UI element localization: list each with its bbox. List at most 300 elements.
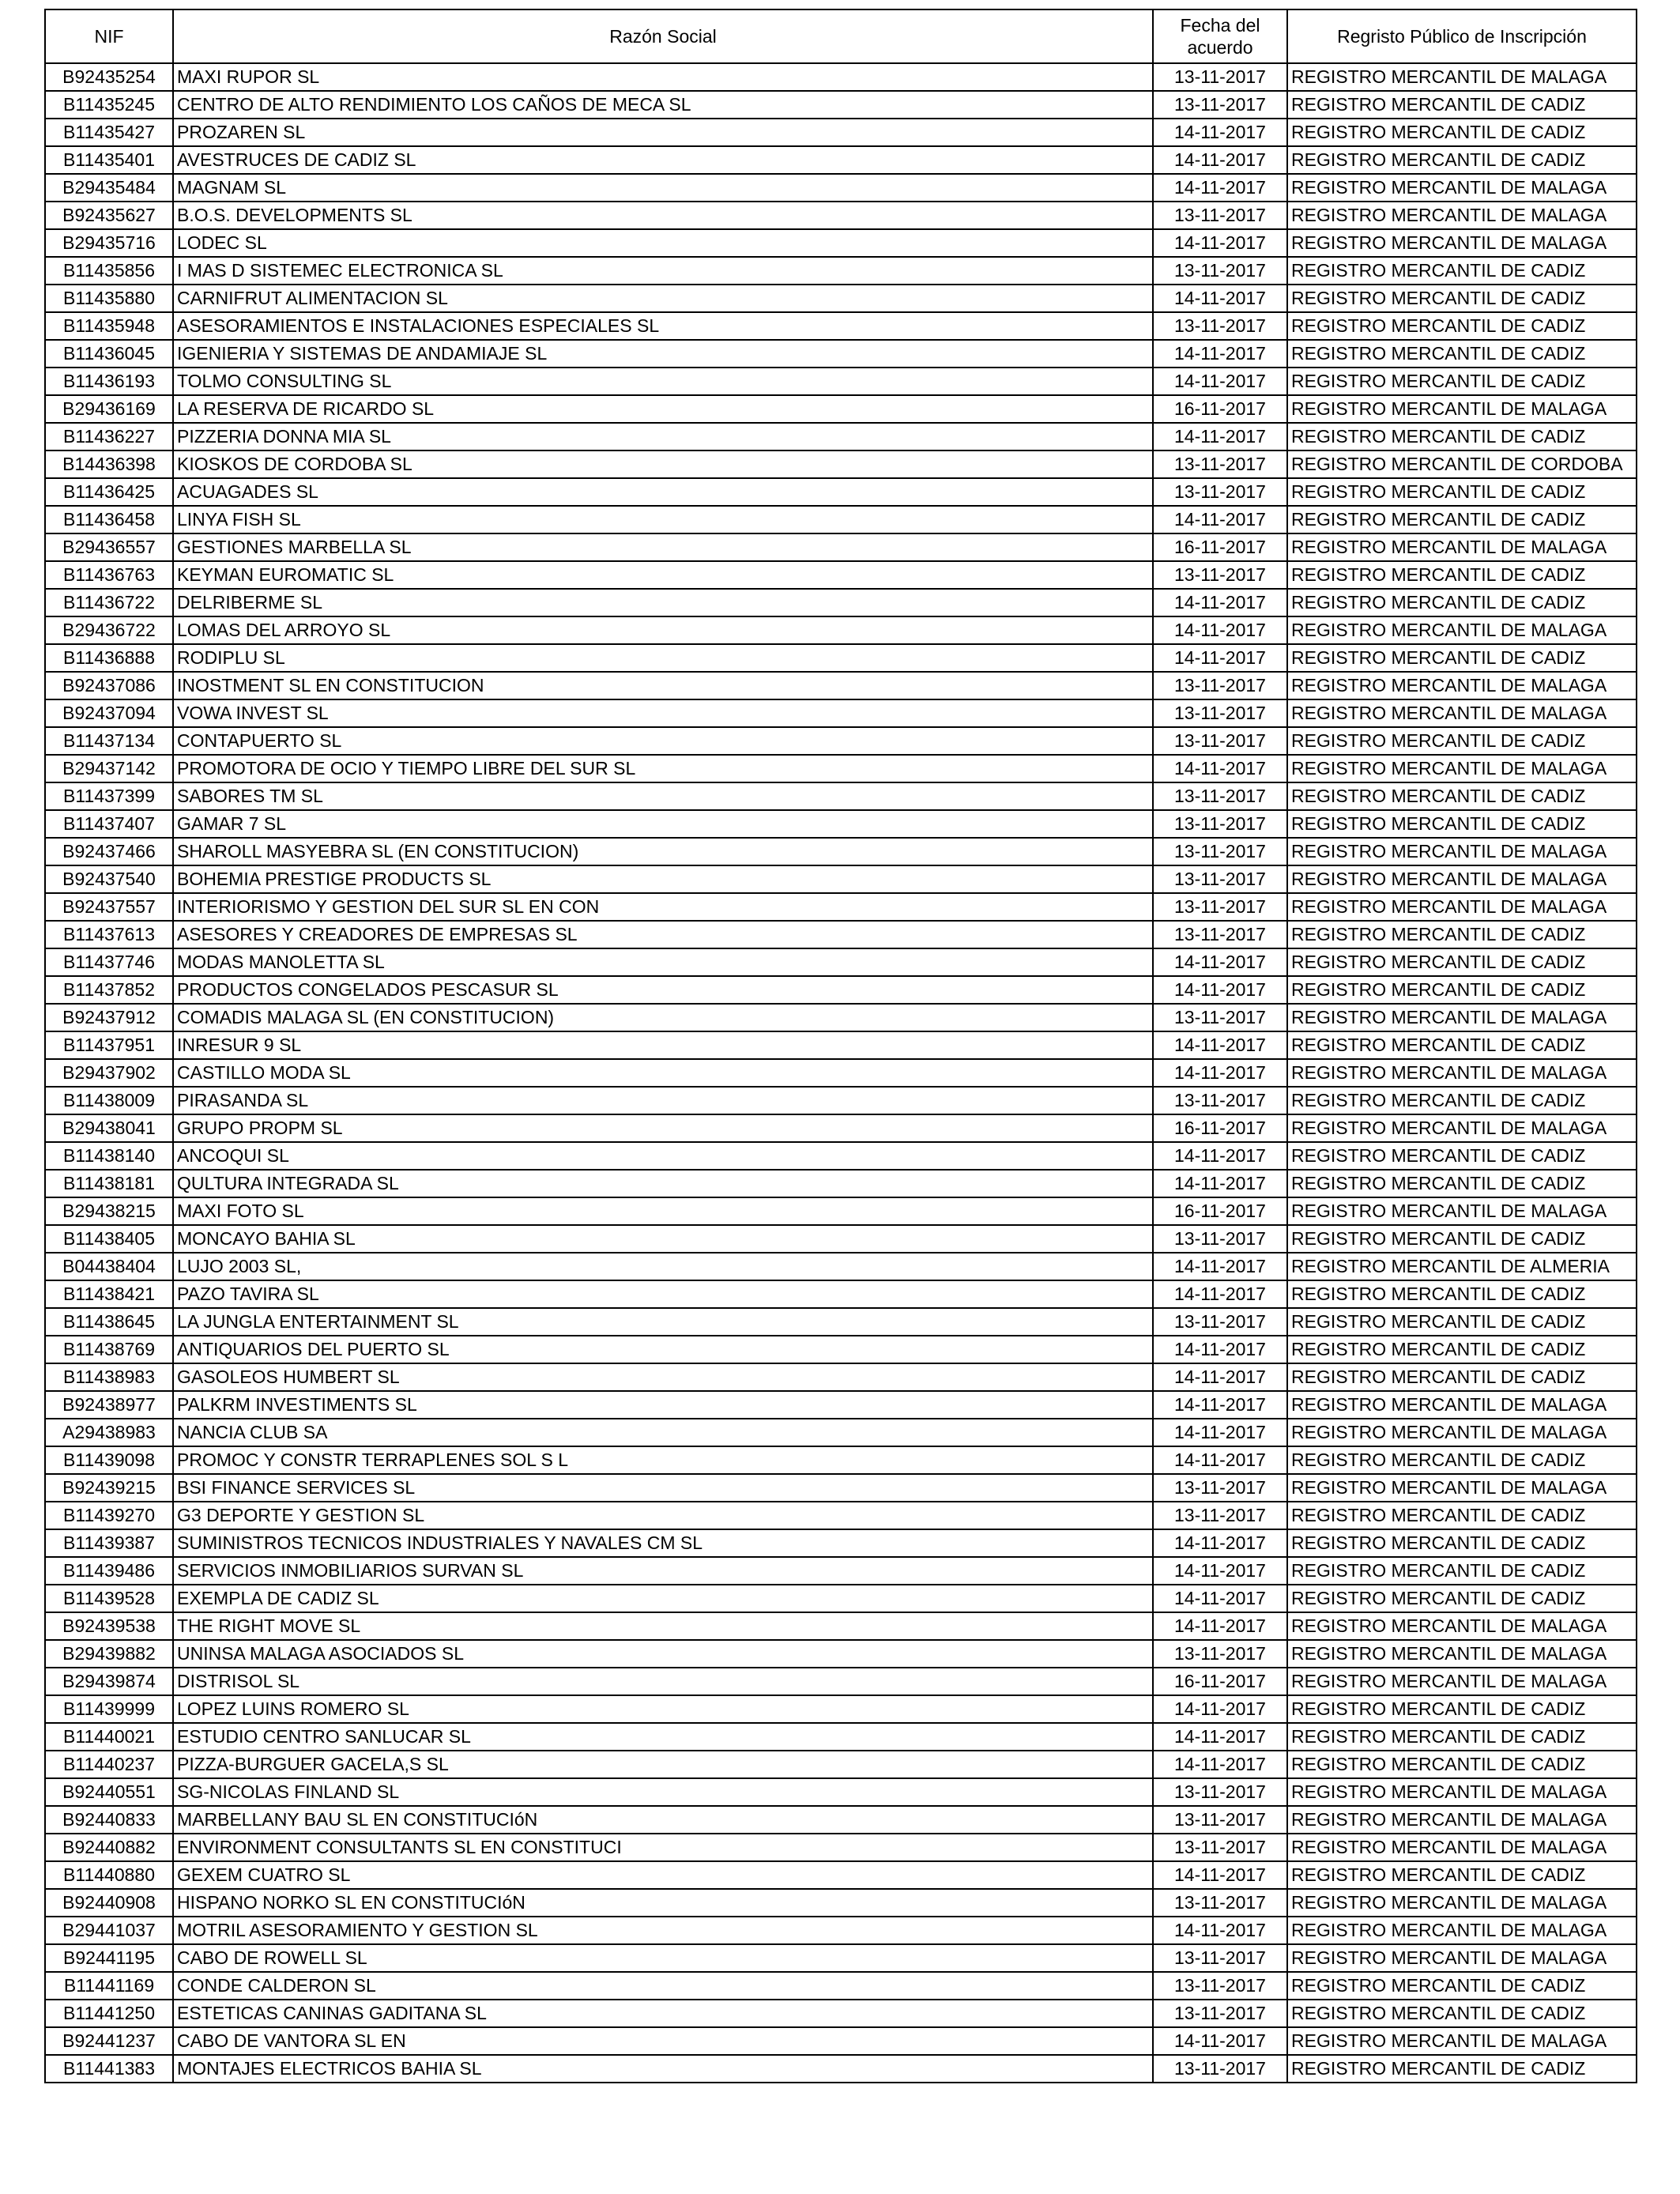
nif-cell: B29436722 xyxy=(45,616,173,644)
registro-cell: REGISTRO MERCANTIL DE CADIZ xyxy=(1287,1695,1637,1723)
razon-social-cell: MONTAJES ELECTRICOS BAHIA SL xyxy=(173,2055,1153,2083)
table-row xyxy=(45,1585,1637,1612)
registro-cell: REGISTRO MERCANTIL DE CADIZ xyxy=(1287,423,1637,450)
table-row xyxy=(45,672,1637,699)
fecha-cell: 13-11-2017 xyxy=(1153,91,1287,119)
registro-cell: REGISTRO MERCANTIL DE CADIZ xyxy=(1287,1308,1637,1336)
table-row xyxy=(45,1778,1637,1806)
nif-cell: B29439882 xyxy=(45,1640,173,1668)
fecha-cell: 14-11-2017 xyxy=(1153,1253,1287,1280)
table-row xyxy=(45,1972,1637,2000)
razon-social-cell: MONCAYO BAHIA SL xyxy=(173,1225,1153,1253)
fecha-cell: 13-11-2017 xyxy=(1153,1308,1287,1336)
table-row xyxy=(45,395,1637,423)
fecha-cell: 13-11-2017 xyxy=(1153,1087,1287,1114)
registro-cell: REGISTRO MERCANTIL DE CADIZ xyxy=(1287,644,1637,672)
registro-cell: REGISTRO MERCANTIL DE MALAGA xyxy=(1287,1059,1637,1087)
fecha-cell: 14-11-2017 xyxy=(1153,1751,1287,1778)
fecha-cell: 14-11-2017 xyxy=(1153,506,1287,533)
fecha-cell: 13-11-2017 xyxy=(1153,1640,1287,1668)
table-row xyxy=(45,1170,1637,1197)
nif-cell: B92437094 xyxy=(45,699,173,727)
header-row xyxy=(45,9,1637,63)
table-row xyxy=(45,644,1637,672)
fecha-cell: 14-11-2017 xyxy=(1153,229,1287,257)
fecha-cell: 13-11-2017 xyxy=(1153,672,1287,699)
razon-social-cell: GASOLEOS HUMBERT SL xyxy=(173,1363,1153,1391)
razon-social-cell: PROMOTORA DE OCIO Y TIEMPO LIBRE DEL SUR SL xyxy=(173,755,1153,782)
registro-cell: REGISTRO MERCANTIL DE CADIZ xyxy=(1287,782,1637,810)
registro-cell: REGISTRO MERCANTIL DE MALAGA xyxy=(1287,672,1637,699)
nif-cell: B11438421 xyxy=(45,1280,173,1308)
razon-social-cell: KEYMAN EUROMATIC SL xyxy=(173,561,1153,589)
registro-cell: REGISTRO MERCANTIL DE MALAGA xyxy=(1287,838,1637,865)
registro-cell: REGISTRO MERCANTIL DE MALAGA xyxy=(1287,699,1637,727)
registro-cell: REGISTRO MERCANTIL DE CADIZ xyxy=(1287,921,1637,948)
table-row xyxy=(45,368,1637,395)
table-row xyxy=(45,1944,1637,1972)
registro-cell: REGISTRO MERCANTIL DE CADIZ xyxy=(1287,2055,1637,2083)
razon-social-cell: CARNIFRUT ALIMENTACION SL xyxy=(173,285,1153,312)
fecha-cell: 14-11-2017 xyxy=(1153,1363,1287,1391)
table-row xyxy=(45,1087,1637,1114)
registro-cell: REGISTRO MERCANTIL DE CADIZ xyxy=(1287,340,1637,368)
registro-cell: REGISTRO MERCANTIL DE MALAGA xyxy=(1287,1612,1637,1640)
fecha-cell: 13-11-2017 xyxy=(1153,838,1287,865)
nif-cell: B11440237 xyxy=(45,1751,173,1778)
nif-cell: B11438405 xyxy=(45,1225,173,1253)
fecha-cell: 13-11-2017 xyxy=(1153,1004,1287,1031)
razon-social-cell: SHAROLL MASYEBRA SL (EN CONSTITUCION) xyxy=(173,838,1153,865)
razon-social-cell: GAMAR 7 SL xyxy=(173,810,1153,838)
fecha-cell: 16-11-2017 xyxy=(1153,1197,1287,1225)
nif-cell: B92437466 xyxy=(45,838,173,865)
fecha-cell: 13-11-2017 xyxy=(1153,1944,1287,1972)
razon-social-cell: CABO DE VANTORA SL EN xyxy=(173,2027,1153,2055)
registro-cell: REGISTRO MERCANTIL DE CADIZ xyxy=(1287,561,1637,589)
razon-social-cell: I MAS D SISTEMEC ELECTRONICA SL xyxy=(173,257,1153,285)
fecha-cell: 14-11-2017 xyxy=(1153,1529,1287,1557)
razon-social-cell: MAGNAM SL xyxy=(173,174,1153,202)
razon-social-cell: MOTRIL ASESORAMIENTO Y GESTION SL xyxy=(173,1917,1153,1944)
registry-table xyxy=(44,9,1637,2083)
registro-cell: REGISTRO MERCANTIL DE MALAGA xyxy=(1287,1004,1637,1031)
fecha-cell: 13-11-2017 xyxy=(1153,257,1287,285)
razon-social-cell: NANCIA CLUB SA xyxy=(173,1419,1153,1446)
registro-cell: REGISTRO MERCANTIL DE MALAGA xyxy=(1287,533,1637,561)
table-row xyxy=(45,589,1637,616)
table-row xyxy=(45,838,1637,865)
fecha-cell: 14-11-2017 xyxy=(1153,423,1287,450)
razon-social-cell: BSI FINANCE SERVICES SL xyxy=(173,1474,1153,1502)
nif-cell: B11437852 xyxy=(45,976,173,1004)
razon-social-cell: ACUAGADES SL xyxy=(173,478,1153,506)
registro-cell: REGISTRO MERCANTIL DE CADIZ xyxy=(1287,1363,1637,1391)
table-row xyxy=(45,1114,1637,1142)
table-row xyxy=(45,1474,1637,1502)
razon-social-cell: MAXI FOTO SL xyxy=(173,1197,1153,1225)
nif-cell: B11436888 xyxy=(45,644,173,672)
fecha-cell: 14-11-2017 xyxy=(1153,589,1287,616)
fecha-cell: 14-11-2017 xyxy=(1153,146,1287,174)
razon-social-cell: PROZAREN SL xyxy=(173,119,1153,146)
registro-cell: REGISTRO MERCANTIL DE MALAGA xyxy=(1287,1834,1637,1861)
table-row xyxy=(45,229,1637,257)
table-row xyxy=(45,1197,1637,1225)
registro-cell: REGISTRO MERCANTIL DE MALAGA xyxy=(1287,1419,1637,1446)
razon-social-cell: BOHEMIA PRESTIGE PRODUCTS SL xyxy=(173,865,1153,893)
nif-cell: B11436458 xyxy=(45,506,173,533)
table-row xyxy=(45,1059,1637,1087)
fecha-cell: 13-11-2017 xyxy=(1153,312,1287,340)
header-registro: Regristo Público de Inscripción xyxy=(1287,9,1637,63)
fecha-cell: 13-11-2017 xyxy=(1153,1889,1287,1917)
fecha-cell: 14-11-2017 xyxy=(1153,285,1287,312)
table-row xyxy=(45,976,1637,1004)
table-row xyxy=(45,174,1637,202)
registro-cell: REGISTRO MERCANTIL DE CADIZ xyxy=(1287,727,1637,755)
table-row xyxy=(45,1640,1637,1668)
table-row xyxy=(45,1446,1637,1474)
nif-cell: B92440882 xyxy=(45,1834,173,1861)
fecha-cell: 13-11-2017 xyxy=(1153,1972,1287,2000)
razon-social-cell: ENVIRONMENT CONSULTANTS SL EN CONSTITUCI xyxy=(173,1834,1153,1861)
razon-social-cell: ASESORES Y CREADORES DE EMPRESAS SL xyxy=(173,921,1153,948)
razon-social-cell: TOLMO CONSULTING SL xyxy=(173,368,1153,395)
table-row xyxy=(45,119,1637,146)
razon-social-cell: INRESUR 9 SL xyxy=(173,1031,1153,1059)
fecha-cell: 13-11-2017 xyxy=(1153,782,1287,810)
table-row xyxy=(45,1280,1637,1308)
razon-social-cell: LOMAS DEL ARROYO SL xyxy=(173,616,1153,644)
nif-cell: B11438769 xyxy=(45,1336,173,1363)
registro-cell: REGISTRO MERCANTIL DE MALAGA xyxy=(1287,229,1637,257)
table-row xyxy=(45,91,1637,119)
razon-social-cell: ANCOQUI SL xyxy=(173,1142,1153,1170)
nif-cell: B11441383 xyxy=(45,2055,173,2083)
razon-social-cell: CONDE CALDERON SL xyxy=(173,1972,1153,2000)
fecha-cell: 14-11-2017 xyxy=(1153,368,1287,395)
registro-cell: REGISTRO MERCANTIL DE MALAGA xyxy=(1287,202,1637,229)
table-row xyxy=(45,1253,1637,1280)
nif-cell: B29437142 xyxy=(45,755,173,782)
table-row xyxy=(45,340,1637,368)
nif-cell: B11440880 xyxy=(45,1861,173,1889)
razon-social-cell: PROMOC Y CONSTR TERRAPLENES SOL S L xyxy=(173,1446,1153,1474)
nif-cell: B29436557 xyxy=(45,533,173,561)
nif-cell: B11439098 xyxy=(45,1446,173,1474)
razon-social-cell: INTERIORISMO Y GESTION DEL SUR SL EN CON xyxy=(173,893,1153,921)
fecha-cell: 13-11-2017 xyxy=(1153,727,1287,755)
nif-cell: B11439999 xyxy=(45,1695,173,1723)
razon-social-cell: DISTRISOL SL xyxy=(173,1668,1153,1695)
registro-cell: REGISTRO MERCANTIL DE CADIZ xyxy=(1287,257,1637,285)
table-row xyxy=(45,921,1637,948)
registro-cell: REGISTRO MERCANTIL DE CADIZ xyxy=(1287,1280,1637,1308)
table-row xyxy=(45,893,1637,921)
fecha-cell: 14-11-2017 xyxy=(1153,976,1287,1004)
razon-social-cell: ESTUDIO CENTRO SANLUCAR SL xyxy=(173,1723,1153,1751)
fecha-cell: 14-11-2017 xyxy=(1153,1917,1287,1944)
razon-social-cell: IGENIERIA Y SISTEMAS DE ANDAMIAJE SL xyxy=(173,340,1153,368)
registro-cell: REGISTRO MERCANTIL DE CADIZ xyxy=(1287,1723,1637,1751)
registro-cell: REGISTRO MERCANTIL DE CADIZ xyxy=(1287,91,1637,119)
table-row xyxy=(45,285,1637,312)
fecha-cell: 13-11-2017 xyxy=(1153,1778,1287,1806)
nif-cell: B11438140 xyxy=(45,1142,173,1170)
fecha-cell: 13-11-2017 xyxy=(1153,2055,1287,2083)
table-row xyxy=(45,202,1637,229)
fecha-cell: 13-11-2017 xyxy=(1153,1806,1287,1834)
table-row xyxy=(45,2027,1637,2055)
table-row xyxy=(45,1723,1637,1751)
razon-social-cell: SUMINISTROS TECNICOS INDUSTRIALES Y NAVALES CM SL xyxy=(173,1529,1153,1557)
fecha-cell: 13-11-2017 xyxy=(1153,202,1287,229)
header-fecha-acuerdo: Fecha del acuerdo xyxy=(1153,9,1287,63)
razon-social-cell: EXEMPLA DE CADIZ SL xyxy=(173,1585,1153,1612)
razon-social-cell: MODAS MANOLETTA SL xyxy=(173,948,1153,976)
table-row xyxy=(45,1668,1637,1695)
nif-cell: B14436398 xyxy=(45,450,173,478)
registro-cell: REGISTRO MERCANTIL DE CADIZ xyxy=(1287,1446,1637,1474)
nif-cell: B92441195 xyxy=(45,1944,173,1972)
registro-cell: REGISTRO MERCANTIL DE CADIZ xyxy=(1287,1142,1637,1170)
registro-cell: REGISTRO MERCANTIL DE CADIZ xyxy=(1287,368,1637,395)
fecha-cell: 14-11-2017 xyxy=(1153,948,1287,976)
razon-social-cell: GESTIONES MARBELLA SL xyxy=(173,533,1153,561)
nif-cell: B11439486 xyxy=(45,1557,173,1585)
registro-cell: REGISTRO MERCANTIL DE CADIZ xyxy=(1287,589,1637,616)
fecha-cell: 14-11-2017 xyxy=(1153,119,1287,146)
registro-cell: REGISTRO MERCANTIL DE MALAGA xyxy=(1287,2027,1637,2055)
registro-cell: REGISTRO MERCANTIL DE MALAGA xyxy=(1287,1474,1637,1502)
table-row xyxy=(45,561,1637,589)
razon-social-cell: CABO DE ROWELL SL xyxy=(173,1944,1153,1972)
fecha-cell: 14-11-2017 xyxy=(1153,1280,1287,1308)
table-row xyxy=(45,2000,1637,2027)
razon-social-cell: HISPANO NORKO SL EN CONSTITUCIóN xyxy=(173,1889,1153,1917)
nif-cell: B92439538 xyxy=(45,1612,173,1640)
razon-social-cell: PAZO TAVIRA SL xyxy=(173,1280,1153,1308)
fecha-cell: 13-11-2017 xyxy=(1153,1225,1287,1253)
registro-cell: REGISTRO MERCANTIL DE CADIZ xyxy=(1287,976,1637,1004)
table-row xyxy=(45,1557,1637,1585)
registro-cell: REGISTRO MERCANTIL DE CADIZ xyxy=(1287,1170,1637,1197)
table-body xyxy=(45,63,1637,2083)
registro-cell: REGISTRO MERCANTIL DE MALAGA xyxy=(1287,395,1637,423)
table-row xyxy=(45,1751,1637,1778)
table-row xyxy=(45,506,1637,533)
registro-cell: REGISTRO MERCANTIL DE CADIZ xyxy=(1287,1861,1637,1889)
razon-social-cell: PIZZERIA DONNA MIA SL xyxy=(173,423,1153,450)
table-row xyxy=(45,1612,1637,1640)
registro-cell: REGISTRO MERCANTIL DE MALAGA xyxy=(1287,755,1637,782)
registro-cell: REGISTRO MERCANTIL DE CADIZ xyxy=(1287,285,1637,312)
nif-cell: B04438404 xyxy=(45,1253,173,1280)
table-header xyxy=(45,9,1637,63)
fecha-cell: 14-11-2017 xyxy=(1153,1059,1287,1087)
nif-cell: B29436169 xyxy=(45,395,173,423)
fecha-cell: 14-11-2017 xyxy=(1153,1695,1287,1723)
header-razon-social: Razón Social xyxy=(173,9,1153,63)
registro-cell: REGISTRO MERCANTIL DE MALAGA xyxy=(1287,1944,1637,1972)
table-row xyxy=(45,1806,1637,1834)
table-row xyxy=(45,616,1637,644)
nif-cell: B11436722 xyxy=(45,589,173,616)
table-row xyxy=(45,1391,1637,1419)
fecha-cell: 14-11-2017 xyxy=(1153,340,1287,368)
fecha-cell: 16-11-2017 xyxy=(1153,1668,1287,1695)
fecha-cell: 13-11-2017 xyxy=(1153,561,1287,589)
registro-cell: REGISTRO MERCANTIL DE CADIZ xyxy=(1287,1972,1637,2000)
fecha-cell: 16-11-2017 xyxy=(1153,533,1287,561)
fecha-cell: 13-11-2017 xyxy=(1153,1502,1287,1529)
fecha-cell: 16-11-2017 xyxy=(1153,1114,1287,1142)
table-row xyxy=(45,63,1637,91)
table-row xyxy=(45,1004,1637,1031)
nif-cell: B92435254 xyxy=(45,63,173,91)
table-row xyxy=(45,1889,1637,1917)
fecha-cell: 13-11-2017 xyxy=(1153,478,1287,506)
razon-social-cell: B.O.S. DEVELOPMENTS SL xyxy=(173,202,1153,229)
fecha-cell: 14-11-2017 xyxy=(1153,1861,1287,1889)
registro-cell: REGISTRO MERCANTIL DE MALAGA xyxy=(1287,1889,1637,1917)
fecha-cell: 13-11-2017 xyxy=(1153,921,1287,948)
razon-social-cell: COMADIS MALAGA SL (EN CONSTITUCION) xyxy=(173,1004,1153,1031)
table-row xyxy=(45,1861,1637,1889)
nif-cell: B29438215 xyxy=(45,1197,173,1225)
fecha-cell: 14-11-2017 xyxy=(1153,1031,1287,1059)
table-row xyxy=(45,450,1637,478)
registro-cell: REGISTRO MERCANTIL DE CADIZ xyxy=(1287,1336,1637,1363)
razon-social-cell: GRUPO PROPM SL xyxy=(173,1114,1153,1142)
nif-cell: B29435484 xyxy=(45,174,173,202)
fecha-cell: 14-11-2017 xyxy=(1153,1336,1287,1363)
registro-cell: REGISTRO MERCANTIL DE MALAGA xyxy=(1287,1778,1637,1806)
nif-cell: B11436045 xyxy=(45,340,173,368)
nif-cell: B29439874 xyxy=(45,1668,173,1695)
nif-cell: B92437086 xyxy=(45,672,173,699)
razon-social-cell: PRODUCTOS CONGELADOS PESCASUR SL xyxy=(173,976,1153,1004)
registro-cell: REGISTRO MERCANTIL DE CADIZ xyxy=(1287,810,1637,838)
razon-social-cell: ANTIQUARIOS DEL PUERTO SL xyxy=(173,1336,1153,1363)
razon-social-cell: KIOSKOS DE CORDOBA SL xyxy=(173,450,1153,478)
razon-social-cell: MAXI RUPOR SL xyxy=(173,63,1153,91)
table-row xyxy=(45,1363,1637,1391)
registro-cell: REGISTRO MERCANTIL DE CADIZ xyxy=(1287,1529,1637,1557)
registro-cell: REGISTRO MERCANTIL DE CADIZ xyxy=(1287,478,1637,506)
fecha-cell: 13-11-2017 xyxy=(1153,699,1287,727)
table-row xyxy=(45,1695,1637,1723)
table-row xyxy=(45,1308,1637,1336)
table-row xyxy=(45,782,1637,810)
nif-cell: B92439215 xyxy=(45,1474,173,1502)
razon-social-cell: SABORES TM SL xyxy=(173,782,1153,810)
fecha-cell: 13-11-2017 xyxy=(1153,1834,1287,1861)
fecha-cell: 14-11-2017 xyxy=(1153,616,1287,644)
razon-social-cell: UNINSA MALAGA ASOCIADOS SL xyxy=(173,1640,1153,1668)
table-row xyxy=(45,146,1637,174)
nif-cell: B11439270 xyxy=(45,1502,173,1529)
razon-social-cell: THE RIGHT MOVE SL xyxy=(173,1612,1153,1640)
registro-cell: REGISTRO MERCANTIL DE MALAGA xyxy=(1287,1806,1637,1834)
razon-social-cell: LOPEZ LUINS ROMERO SL xyxy=(173,1695,1153,1723)
nif-cell: B11435245 xyxy=(45,91,173,119)
razon-social-cell: VOWA INVEST SL xyxy=(173,699,1153,727)
table-row xyxy=(45,257,1637,285)
razon-social-cell: LA RESERVA DE RICARDO SL xyxy=(173,395,1153,423)
table-row xyxy=(45,1031,1637,1059)
nif-cell: B11439528 xyxy=(45,1585,173,1612)
fecha-cell: 14-11-2017 xyxy=(1153,1557,1287,1585)
nif-cell: B11435880 xyxy=(45,285,173,312)
fecha-cell: 14-11-2017 xyxy=(1153,1419,1287,1446)
nif-cell: B11440021 xyxy=(45,1723,173,1751)
razon-social-cell: AVESTRUCES DE CADIZ SL xyxy=(173,146,1153,174)
nif-cell: B11437407 xyxy=(45,810,173,838)
table-row xyxy=(45,1529,1637,1557)
nif-cell: B11435401 xyxy=(45,146,173,174)
razon-social-cell: G3 DEPORTE Y GESTION SL xyxy=(173,1502,1153,1529)
razon-social-cell: RODIPLU SL xyxy=(173,644,1153,672)
registro-cell: REGISTRO MERCANTIL DE CADIZ xyxy=(1287,506,1637,533)
registro-cell: REGISTRO MERCANTIL DE MALAGA xyxy=(1287,616,1637,644)
fecha-cell: 13-11-2017 xyxy=(1153,893,1287,921)
nif-cell: B11437613 xyxy=(45,921,173,948)
nif-cell: B29441037 xyxy=(45,1917,173,1944)
fecha-cell: 14-11-2017 xyxy=(1153,1612,1287,1640)
razon-social-cell: MARBELLANY BAU SL EN CONSTITUCIóN xyxy=(173,1806,1153,1834)
table-row xyxy=(45,865,1637,893)
fecha-cell: 14-11-2017 xyxy=(1153,174,1287,202)
nif-cell: B92438977 xyxy=(45,1391,173,1419)
nif-cell: B11437746 xyxy=(45,948,173,976)
nif-cell: B29438041 xyxy=(45,1114,173,1142)
registro-cell: REGISTRO MERCANTIL DE MALAGA xyxy=(1287,1197,1637,1225)
fecha-cell: 14-11-2017 xyxy=(1153,2027,1287,2055)
registro-cell: REGISTRO MERCANTIL DE CADIZ xyxy=(1287,948,1637,976)
nif-cell: B29437902 xyxy=(45,1059,173,1087)
razon-social-cell: PIZZA-BURGUER GACELA,S SL xyxy=(173,1751,1153,1778)
fecha-cell: 14-11-2017 xyxy=(1153,1723,1287,1751)
razon-social-cell: SG-NICOLAS FINLAND SL xyxy=(173,1778,1153,1806)
table-row xyxy=(45,423,1637,450)
table-row xyxy=(45,2055,1637,2083)
nif-cell: B11437951 xyxy=(45,1031,173,1059)
razon-social-cell: SERVICIOS INMOBILIARIOS SURVAN SL xyxy=(173,1557,1153,1585)
nif-cell: B11436425 xyxy=(45,478,173,506)
fecha-cell: 13-11-2017 xyxy=(1153,1474,1287,1502)
nif-cell: B11436227 xyxy=(45,423,173,450)
table-row xyxy=(45,1225,1637,1253)
registro-cell: REGISTRO MERCANTIL DE MALAGA xyxy=(1287,893,1637,921)
nif-cell: B11436763 xyxy=(45,561,173,589)
registro-cell: REGISTRO MERCANTIL DE MALAGA xyxy=(1287,1668,1637,1695)
table-row xyxy=(45,478,1637,506)
nif-cell: B11438009 xyxy=(45,1087,173,1114)
razon-social-cell: LUJO 2003 SL, xyxy=(173,1253,1153,1280)
registro-cell: REGISTRO MERCANTIL DE CADIZ xyxy=(1287,1585,1637,1612)
nif-cell: B11435856 xyxy=(45,257,173,285)
nif-cell: B11441169 xyxy=(45,1972,173,2000)
registro-cell: REGISTRO MERCANTIL DE MALAGA xyxy=(1287,1391,1637,1419)
nif-cell: B92437557 xyxy=(45,893,173,921)
registro-cell: REGISTRO MERCANTIL DE CADIZ xyxy=(1287,1031,1637,1059)
table-row xyxy=(45,1502,1637,1529)
nif-cell: B11437399 xyxy=(45,782,173,810)
razon-social-cell: ESTETICAS CANINAS GADITANA SL xyxy=(173,2000,1153,2027)
table-row xyxy=(45,1142,1637,1170)
